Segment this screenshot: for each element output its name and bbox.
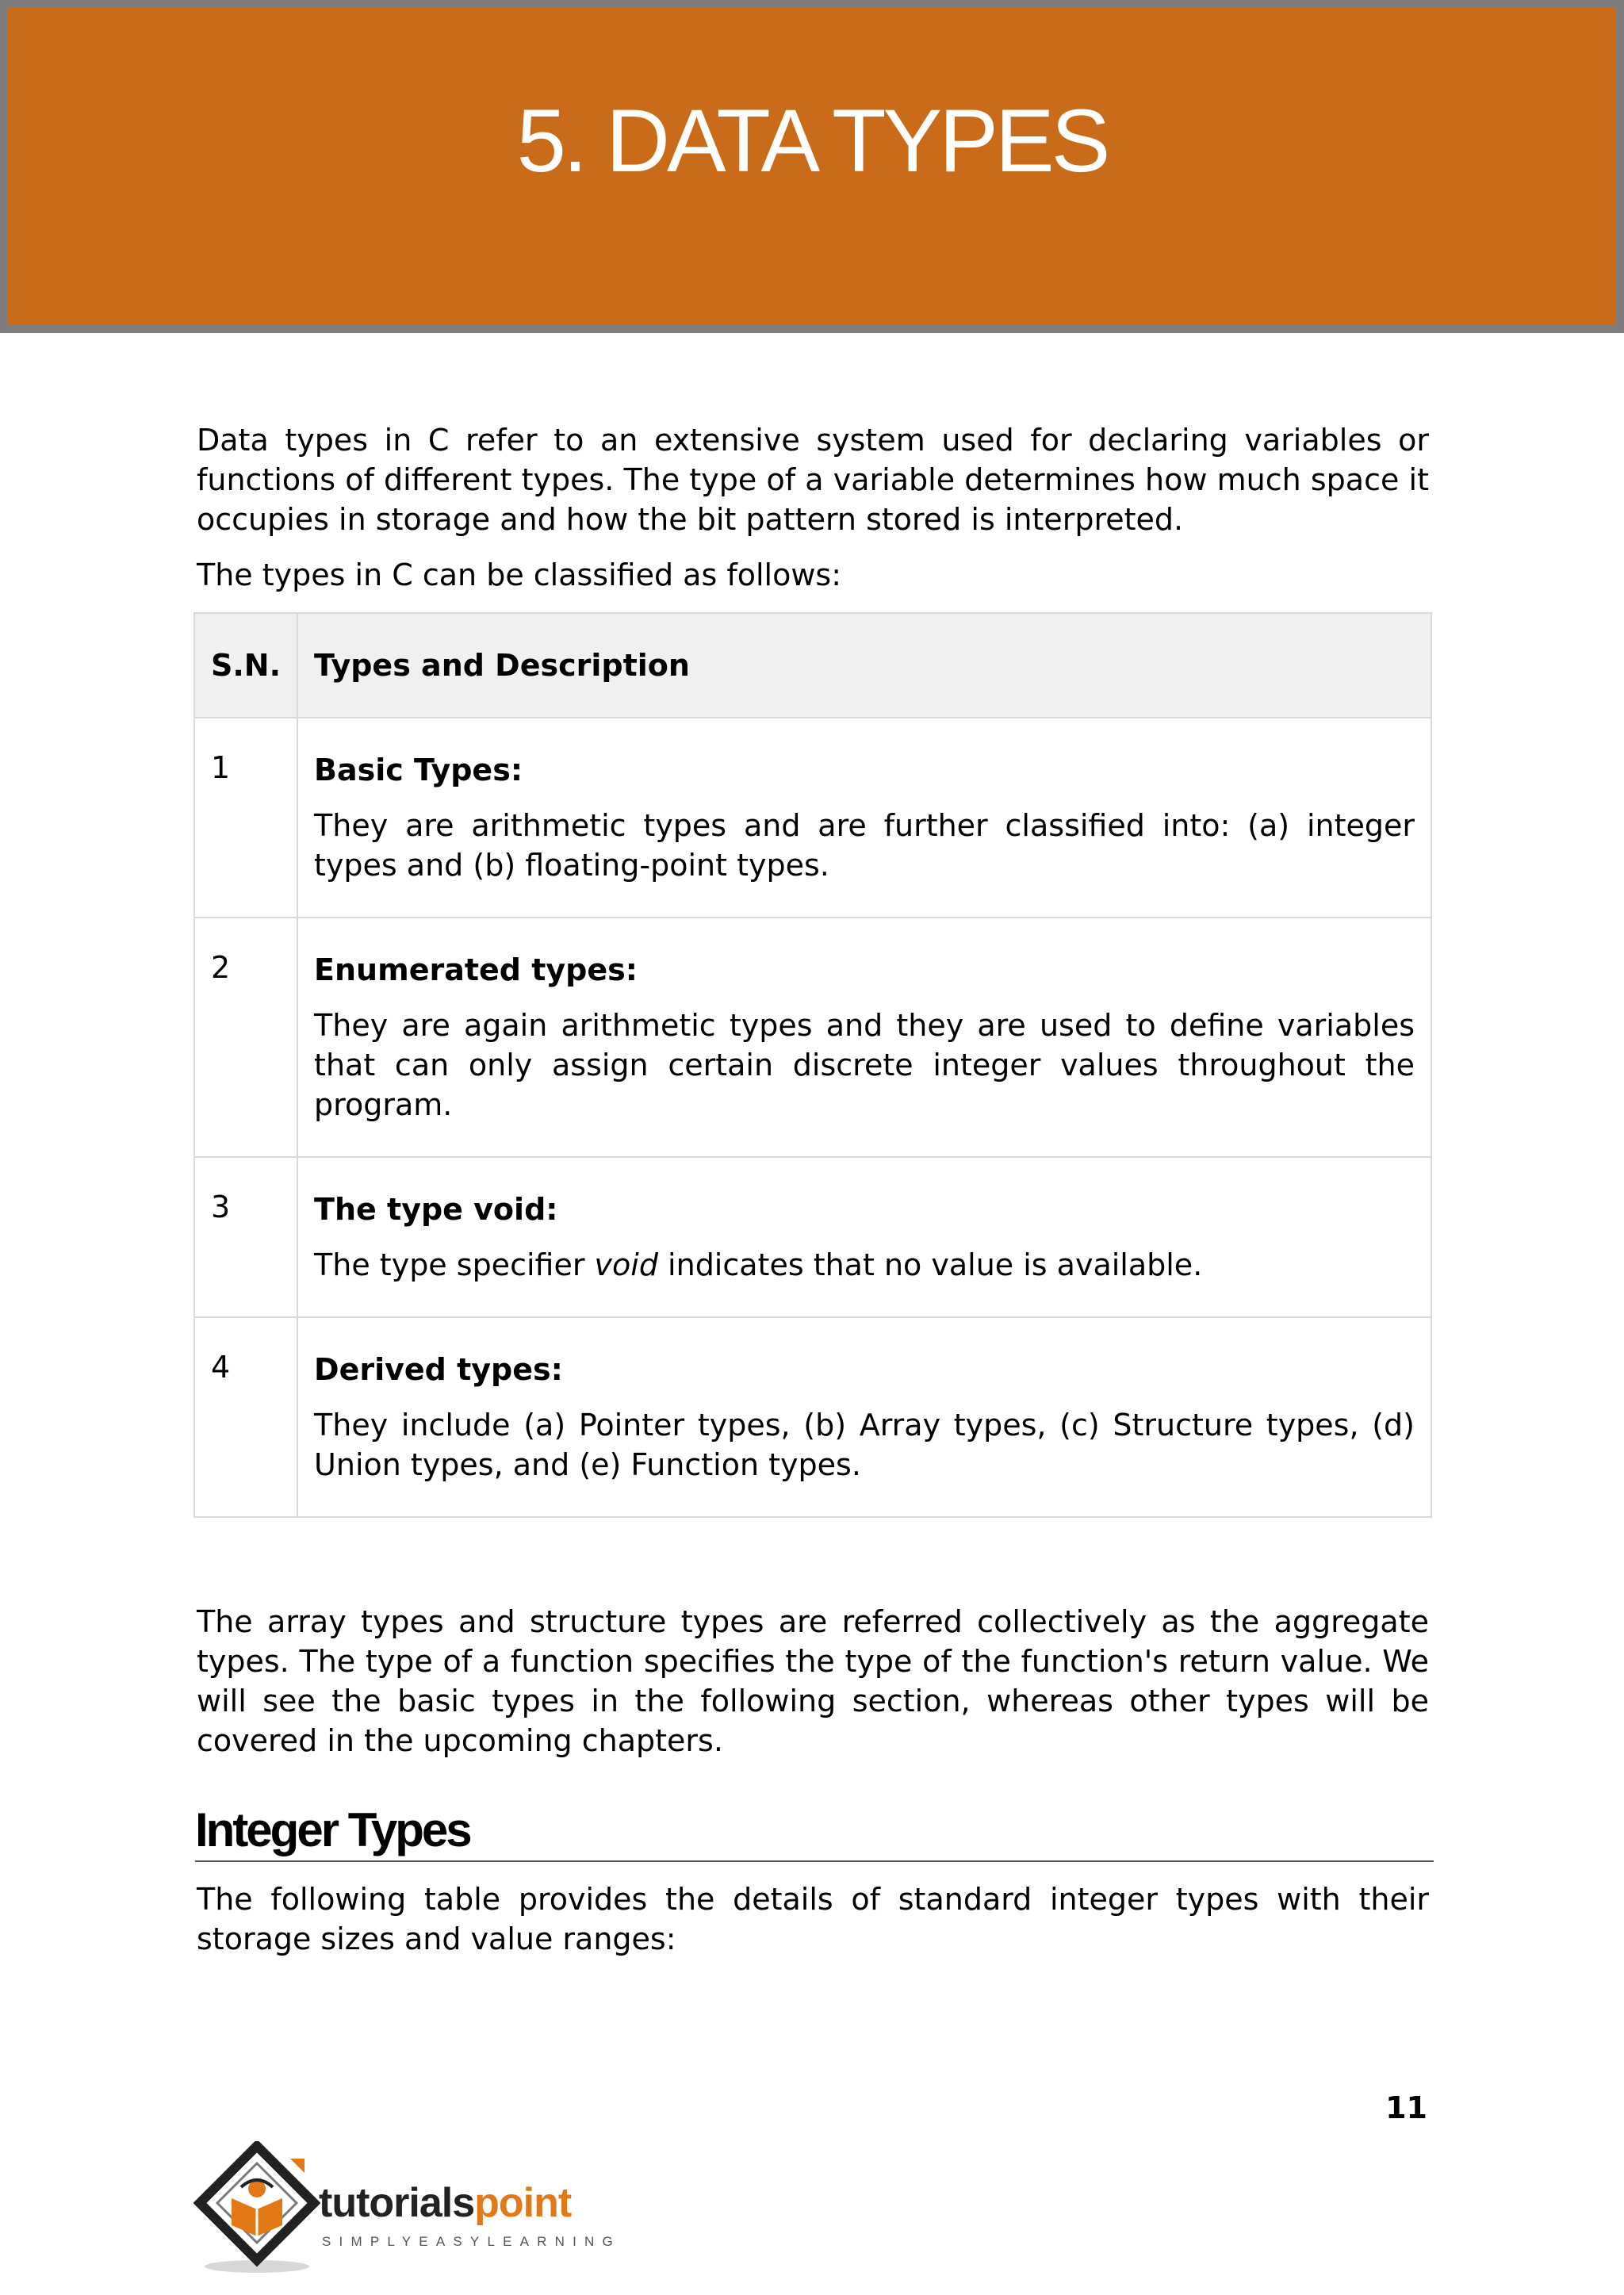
type-name: Derived types: [314,1352,563,1387]
table-row [194,1317,1431,1517]
chapter-title: 5. DATA TYPES [516,91,1108,190]
logo-wordmark [319,2182,571,2224]
type-description: They are arithmetic types and are further classified into: (a) integer types and (b) floating-point types. [314,808,1415,883]
type-description: They are again arithmetic types and they are used to define variables that can only assign certain discrete integer values throughout the program. [314,1008,1415,1122]
type-description: They include (a) Pointer types, (b) Array types, (c) Structure types, (d) Union types, and (e) Function types. [314,1408,1415,1482]
aggregate-types-paragraph: The array types and structure types are referred collectively as the aggregate types. The type of a function specifies the type of the function's return value. We will see the basic types in the following section, whereas other types will be covered in the upcoming chapters. [197,1604,1429,1758]
row-content [297,1317,1431,1517]
type-name: Basic Types: [314,753,523,787]
logo-diamond-icon [193,2141,320,2276]
classification-intro: The types in C can be classified as follows: [197,557,842,592]
description-text: The type specifier [314,1247,595,1282]
row-sn: 2 [194,918,297,1157]
row-content [297,918,1431,1157]
table-row [194,918,1431,1157]
tutorialspoint-logo [193,2141,638,2276]
description-text: indicates that no value is available. [657,1247,1203,1282]
row-content [297,718,1431,918]
page-content [197,420,1429,1959]
column-header-sn: S.N. [194,613,297,718]
logo-tagline: SIMPLYEASYLEARNING [322,2234,621,2249]
integer-types-intro: The following table provides the details of standard integer types with their storage sizes and value ranges: [197,1882,1429,1956]
void-keyword: void [594,1247,658,1282]
row-sn: 3 [194,1157,297,1317]
logo-wordmark-dark: tutorials [319,2180,475,2226]
table-row [194,718,1431,918]
data-types-table [193,612,1432,1518]
column-header-types: Types and Description [297,613,1431,718]
table-row [194,1157,1431,1317]
section-heading-integer-types: Integer Types [195,1806,1434,1862]
type-name: The type void: [314,1192,558,1227]
type-name: Enumerated types: [314,952,638,987]
table-header-row [194,613,1431,718]
intro-paragraph: Data types in C refer to an extensive system used for declaring variables or functions of different types. The type of a variable determines how much space it occupies in storage and how the bit pattern stored is interpreted. [197,423,1429,537]
row-content [297,1157,1431,1317]
type-description [314,1245,1415,1285]
row-sn: 1 [194,718,297,918]
page-number: 11 [1385,2090,1427,2125]
logo-wordmark-orange: point [474,2180,572,2226]
row-sn: 4 [194,1317,297,1517]
chapter-banner [0,0,1624,333]
